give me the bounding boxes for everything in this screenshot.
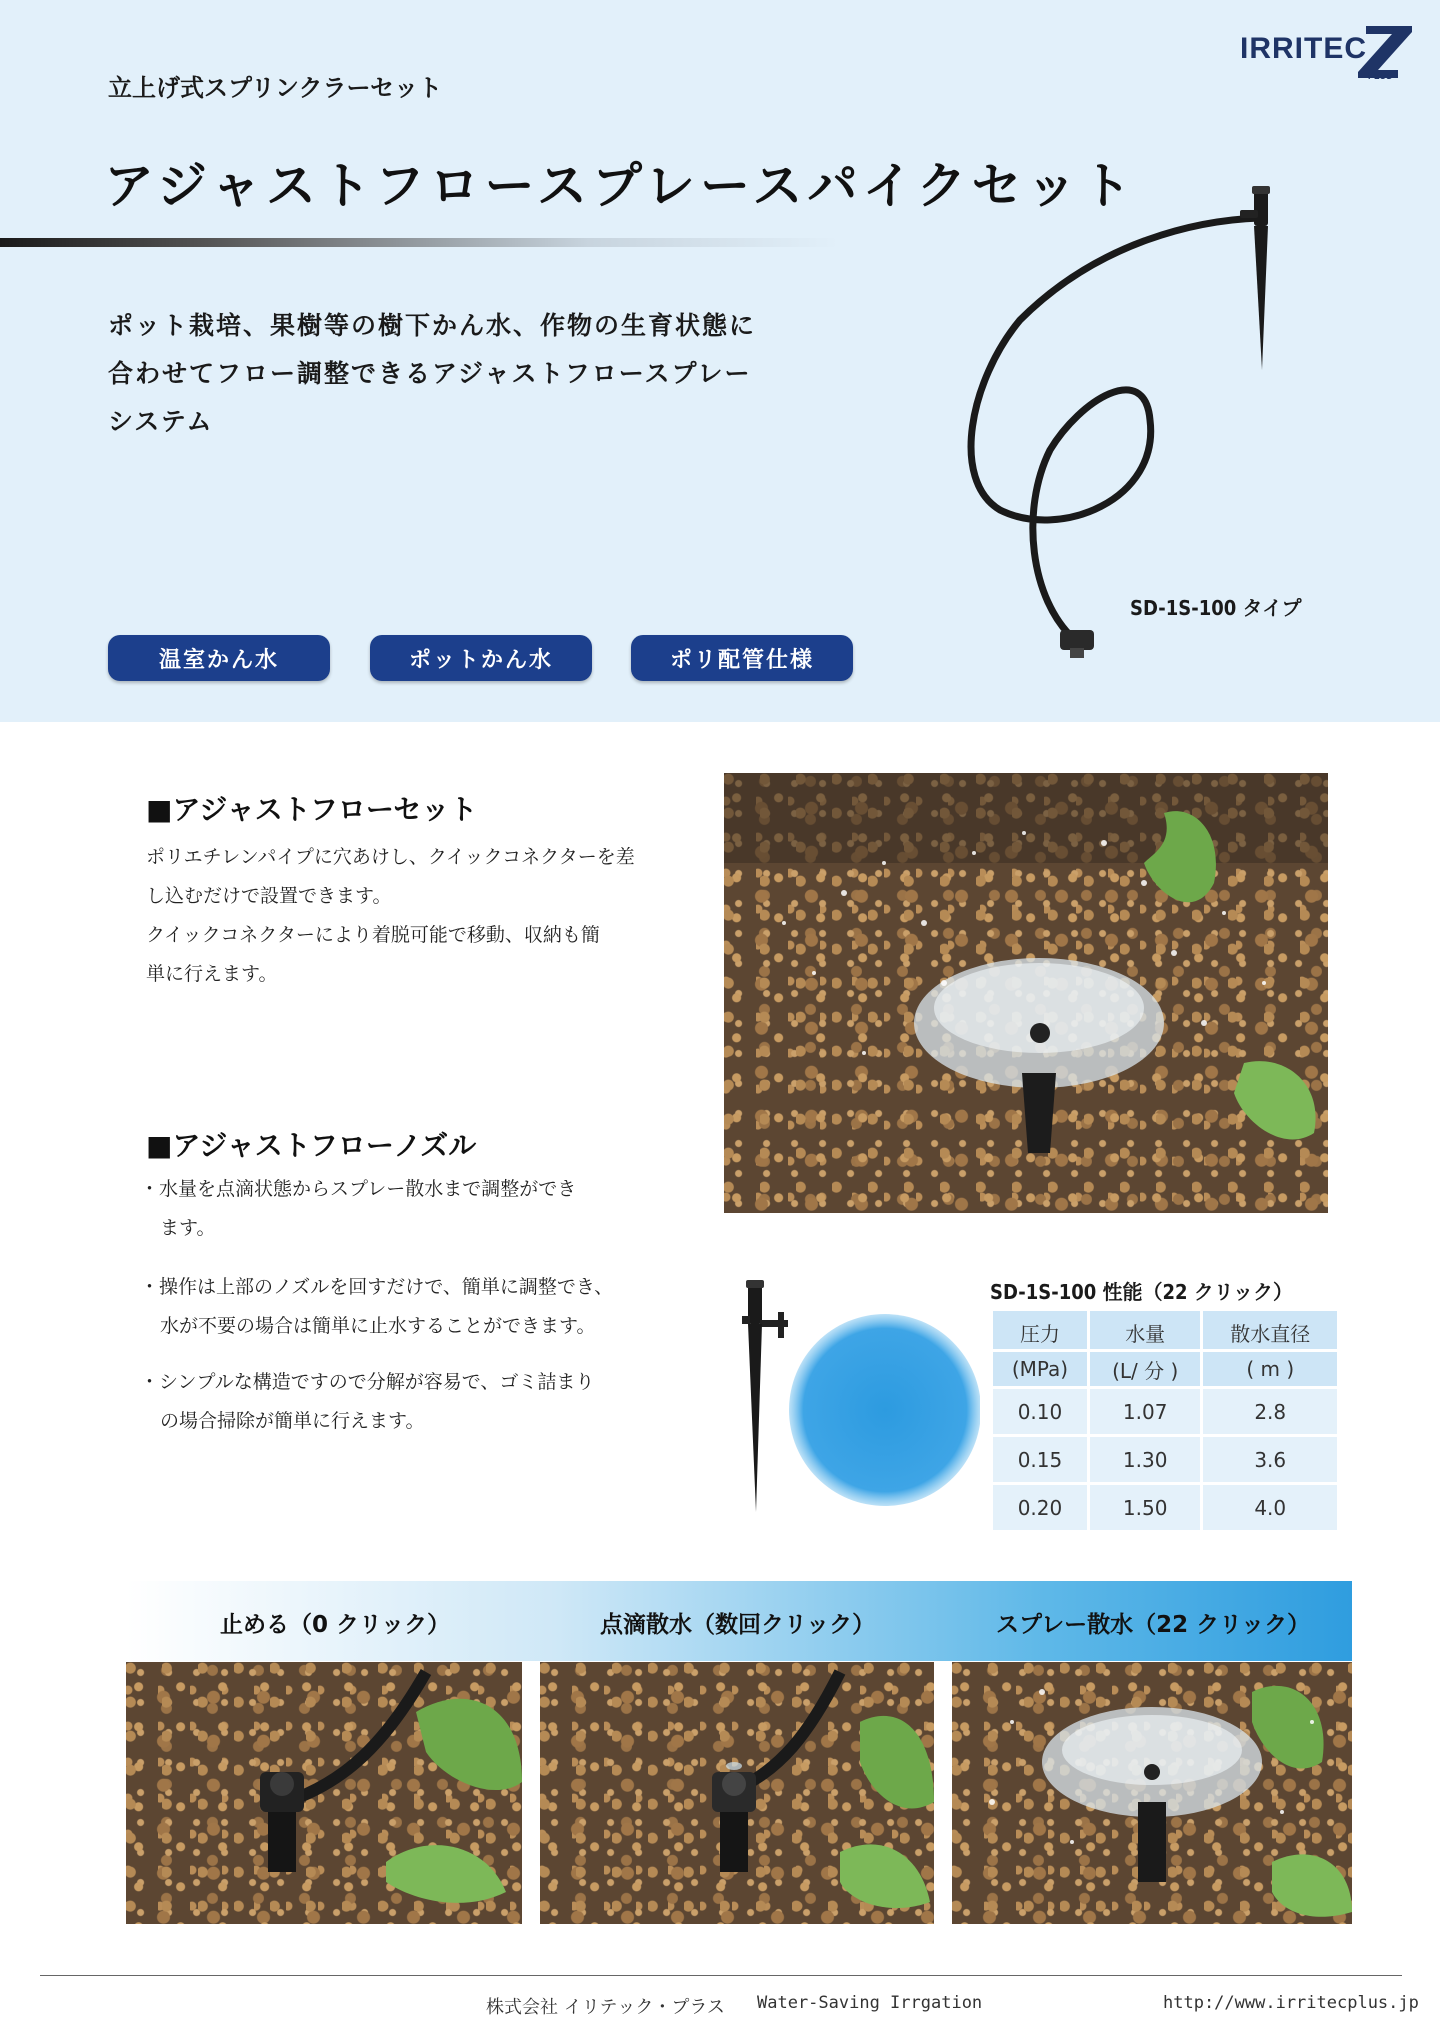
table-header-cell: 水量 — [1090, 1311, 1201, 1349]
text-line: 単に行えます。 — [146, 963, 278, 985]
table-cell: 1.30 — [1090, 1437, 1201, 1482]
nozzle-bullet — [140, 1363, 650, 1441]
brand-logo-text: IRRITEC — [1240, 32, 1367, 65]
lead-line: ポット栽培、果樹等の樹下かん水、作物の生育状態に — [108, 311, 757, 340]
brand-logo-sub: PLUS — [1368, 71, 1393, 81]
title-underline — [0, 238, 840, 247]
mode-photo-spray — [952, 1662, 1352, 1924]
table-cell: 0.10 — [993, 1389, 1087, 1434]
bullet-line: ・シンプルな構造ですので分解が容易で、ゴミ詰まり — [140, 1371, 595, 1393]
table-unit-cell: ( m ) — [1203, 1352, 1337, 1386]
table-header-row — [993, 1311, 1337, 1349]
table-cell: 1.50 — [1090, 1485, 1201, 1530]
text-line: ポリエチレンパイプに穴あけし、クイックコネクターを差 — [146, 846, 635, 868]
nozzle-spray-pattern-image — [720, 1276, 980, 1516]
bullet-line: ・水量を点滴状態からスプレー散水まで調整ができ — [140, 1178, 577, 1200]
brand-logo — [1240, 26, 1412, 81]
spray-photo — [724, 773, 1328, 1213]
table-header-cell: 散水直径 — [1203, 1311, 1337, 1349]
section-adjust-flow-set-text — [146, 838, 646, 994]
tag-greenhouse-irrigation: 温室かん水 — [108, 635, 330, 681]
performance-table — [990, 1308, 1340, 1533]
mode-label-stop: 止める（0 クリック） — [220, 1612, 451, 1638]
tag-pot-irrigation: ポットかん水 — [370, 635, 592, 681]
performance-table-caption: SD-1S-100 性能（22 クリック） — [990, 1280, 1294, 1304]
footer-tagline: Water-Saving Irrgation — [757, 1993, 983, 2013]
footer-company: 株式会社 イリテック・プラス — [486, 1997, 725, 2018]
table-cell: 1.07 — [1090, 1389, 1201, 1434]
table-cell: 0.20 — [993, 1485, 1087, 1530]
nozzle-bullet — [140, 1170, 650, 1248]
spike-set-product-image — [960, 180, 1320, 660]
bullet-line: ・操作は上部のノズルを回すだけで、簡単に調整でき、 — [140, 1276, 614, 1298]
nozzle-bullet — [140, 1268, 650, 1346]
table-cell: 4.0 — [1203, 1485, 1337, 1530]
table-unit-row — [993, 1352, 1337, 1386]
lead-line: 合わせてフロー調整できるアジャストフロースプレー — [108, 359, 752, 388]
section-title-adjust-flow-set: ■アジャストフローセット — [146, 793, 478, 826]
text-line: し込むだけで設置できます。 — [146, 885, 392, 907]
mode-label-drip: 点滴散水（数回クリック） — [600, 1612, 876, 1638]
text-line: クイックコネクターにより着脱可能で移動、収納も簡 — [146, 924, 600, 946]
page-title: アジャストフロースプレースパイクセット — [104, 156, 1137, 215]
table-cell: 0.15 — [993, 1437, 1087, 1482]
table-row — [993, 1389, 1337, 1434]
table-unit-cell: (L/ 分 ) — [1090, 1352, 1201, 1386]
bullet-line: ます。 — [160, 1217, 216, 1239]
table-cell: 3.6 — [1203, 1437, 1337, 1482]
tag-poly-piping: ポリ配管仕様 — [631, 635, 853, 681]
bullet-line: の場合掃除が簡単に行えます。 — [160, 1410, 425, 1432]
mode-photo-drip — [540, 1662, 934, 1924]
lead-line: システム — [108, 407, 214, 436]
table-row — [993, 1485, 1337, 1530]
product-caption: SD-1S-100 タイプ — [1130, 596, 1302, 620]
section-title-adjust-flow-nozzle: ■アジャストフローノズル — [146, 1129, 477, 1162]
mode-photo-stop — [126, 1662, 522, 1924]
footer-url[interactable]: http://www.irritecplus.jp — [1163, 1993, 1419, 2013]
table-cell: 2.8 — [1203, 1389, 1337, 1434]
lead-text — [108, 302, 808, 446]
footer-divider — [40, 1975, 1402, 1976]
bullet-line: 水が不要の場合は簡単に止水することができます。 — [160, 1315, 596, 1337]
mode-label-spray: スプレー散水（22 クリック） — [996, 1612, 1311, 1638]
table-unit-cell: (MPa) — [993, 1352, 1087, 1386]
page-subtitle: 立上げ式スプリンクラーセット — [108, 74, 443, 102]
table-header-cell: 圧力 — [993, 1311, 1087, 1349]
table-row — [993, 1437, 1337, 1482]
